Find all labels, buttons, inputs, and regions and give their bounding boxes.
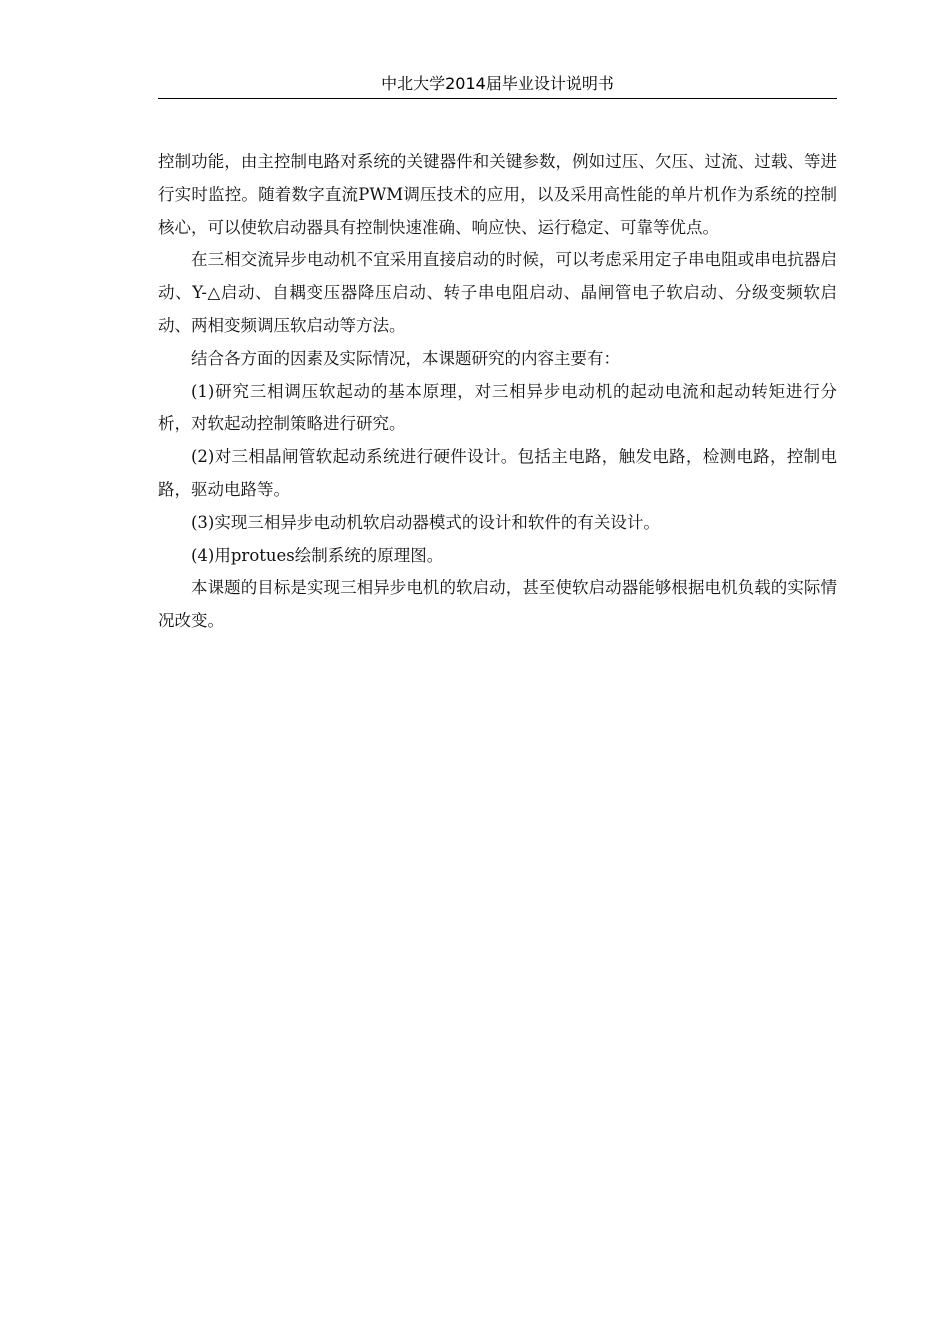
page-header [158,72,837,99]
paragraph-goal: 本课题的目标是实现三相异步电机的软启动，甚至使软启动器能够根据电机负载的实际情况改变。 [158,578,837,631]
paragraph-research-intro: 结合各方面的因素及实际情况，本课题研究的内容主要有： [191,348,620,368]
paragraph-continuation: 控制功能，由主控制电路对系统的关键器件和关键参数，例如过压、欠压、过流、过载、等进行实时监控。随着数字直流PWM调压技术的应用，以及采用高性能的单片机作为系统的控制核心，可以使软启动器具有控制快速准确、响应快、运行稳定、可靠等优点。 [158,152,837,237]
document-body [158,146,837,638]
paragraph-starting-methods: 在三相交流异步电动机不宜采用直接启动的时候，可以考虑采用定子串电阻或串电抗器启动、Y-△启动、自耦变压器降压启动、转子串电阻启动、晶闸管电子软启动、分级变频软启动、两相变频调压软启动等方法。 [158,250,837,335]
list-item-2: (2)对三相晶闸管软起动系统进行硬件设计。包括主电路，触发电路，检测电路，控制电路，驱动电路等。 [158,447,837,499]
list-item-3: (3)实现三相异步电动机软启动器模式的设计和软件的有关设计。 [191,512,660,532]
list-item-1: (1)研究三相调压软起动的基本原理，对三相异步电动机的起动电流和起动转矩进行分析，对软起动控制策略进行研究。 [158,381,837,434]
header-title: 中北大学2014届毕业设计说明书 [381,74,614,93]
list-item-4: (4)用protues绘制系统的原理图。 [191,545,444,565]
